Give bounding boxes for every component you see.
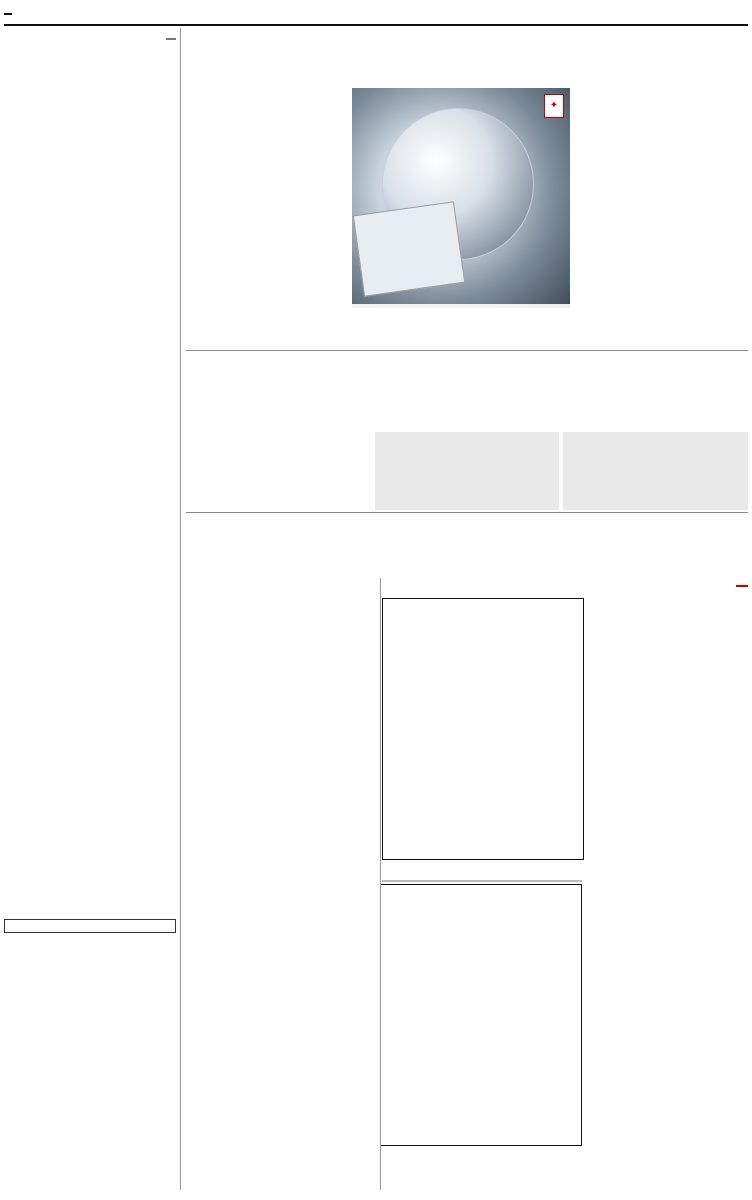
- crossword-solution: [382, 880, 582, 1180]
- boxed-stories: [186, 432, 748, 510]
- short-news-tag: [166, 38, 176, 40]
- solution-title: [382, 880, 582, 882]
- lead-body-left: [186, 88, 346, 318]
- aradan-body: [379, 436, 556, 488]
- crossword-grid[interactable]: [382, 598, 584, 860]
- story-body: [4, 615, 176, 735]
- story-body: [180, 582, 376, 700]
- lost-notice: [4, 919, 176, 933]
- lead-story: [186, 28, 748, 346]
- grid-row-numbers: [584, 598, 596, 858]
- story-body: [4, 51, 176, 611]
- story-body: [4, 739, 176, 849]
- grid-column-numbers: [382, 586, 582, 596]
- olympic-story: [186, 350, 748, 431]
- solution-grid: [380, 884, 582, 1146]
- hashish-body: [567, 436, 744, 488]
- story-body: [180, 818, 376, 978]
- laptop-image: [353, 201, 465, 296]
- story-body: [180, 982, 376, 1102]
- masthead: [4, 4, 748, 26]
- deputy-story: [186, 512, 748, 575]
- crossword-badge: [736, 585, 748, 587]
- page-number: [4, 13, 12, 15]
- hashish-story: [563, 432, 748, 510]
- story-body: [4, 853, 176, 913]
- aradan-story: [375, 432, 560, 510]
- story-body: [180, 704, 376, 814]
- short-story: [186, 432, 371, 510]
- crossword-title: [596, 578, 748, 594]
- section-label: [4, 13, 15, 15]
- deputy-body: [186, 516, 748, 556]
- news-column-middle: [180, 578, 381, 1190]
- lead-photo: [352, 88, 570, 308]
- photo-caption: [352, 304, 570, 308]
- news-column-left: [4, 28, 181, 1190]
- crossword-clues: [596, 598, 748, 1190]
- short-story-body: [190, 436, 367, 506]
- olympic-body: [186, 355, 748, 405]
- police-logo-icon: ✦: [544, 94, 564, 118]
- lead-body-right: [590, 88, 748, 338]
